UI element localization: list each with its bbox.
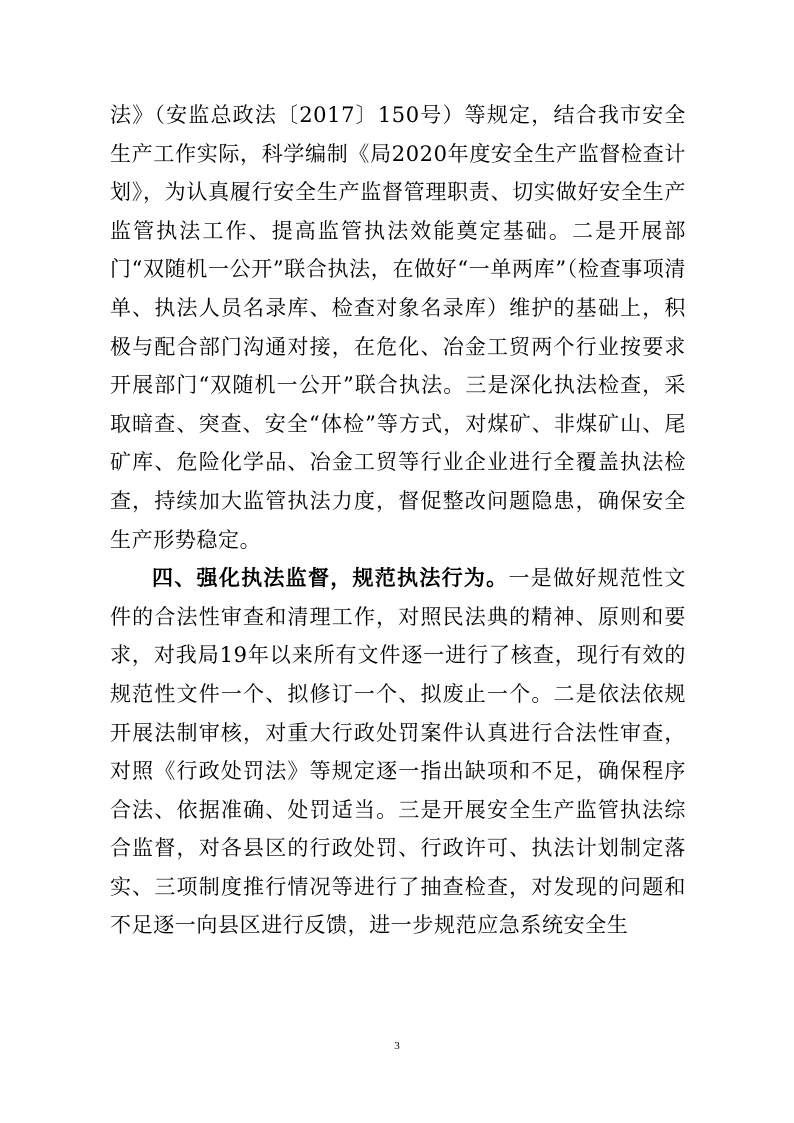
document-body [110,96,686,945]
section-four-text: 一是做好规范性文件的合法性审查和清理工作，对照民法典的精神、原则和要求，对我局19年以来所有文件逐一进行了核查，现行有效的规范性文件一个、拟修订一个、拟废止一个。二是依法依规开展法制审核，对重大行政处罚案件认真进行合法性审查，对照《行政处罚法》等规定逐一指出缺项和不足，确保程序合法、依据准确、处罚适当。三是开展安全生产监管执法综合监督，对各县区的行政处罚、行政许可、执法计划制定落实、三项制度推行情况等进行了抽查检查，对发现的问题和不足逐一向县区进行反馈，进一步规范应急系统安全生 [110,566,686,938]
paragraph-section-four [110,559,686,945]
page-number: 3 [394,1040,400,1052]
paragraph-continuation-text: 法》（安监总政法〔2017〕150号）等规定，结合我市安全生产工作实际，科学编制《局2020年度安全生产监督检查计划》，为认真履行安全生产监督管理职责、切实做好安全生产监管执法工作、提高监管执法效能奠定基础。二是开展部门“双随机一公开”联合执法，在做好“一单两库”（检查事项清单、执法人员名录库、检查对象名录库）维护的基础上，积极与配合部门沟通对接，在危化、冶金工贸两个行业按要求开展部门“双随机一公开”联合执法。三是深化执法检查，采取暗查、突查、安全“体检”等方式，对煤矿、非煤矿山、尾矿库、危险化学品、冶金工贸等行业企业进行全覆盖执法检查，持续加大监管执法力度，督促整改问题隐患，确保安全生产形势稳定。 [110,103,686,552]
section-four-heading: 四、强化执法监督，规范执法行为。 [152,565,509,591]
paragraph-continuation [110,96,686,559]
